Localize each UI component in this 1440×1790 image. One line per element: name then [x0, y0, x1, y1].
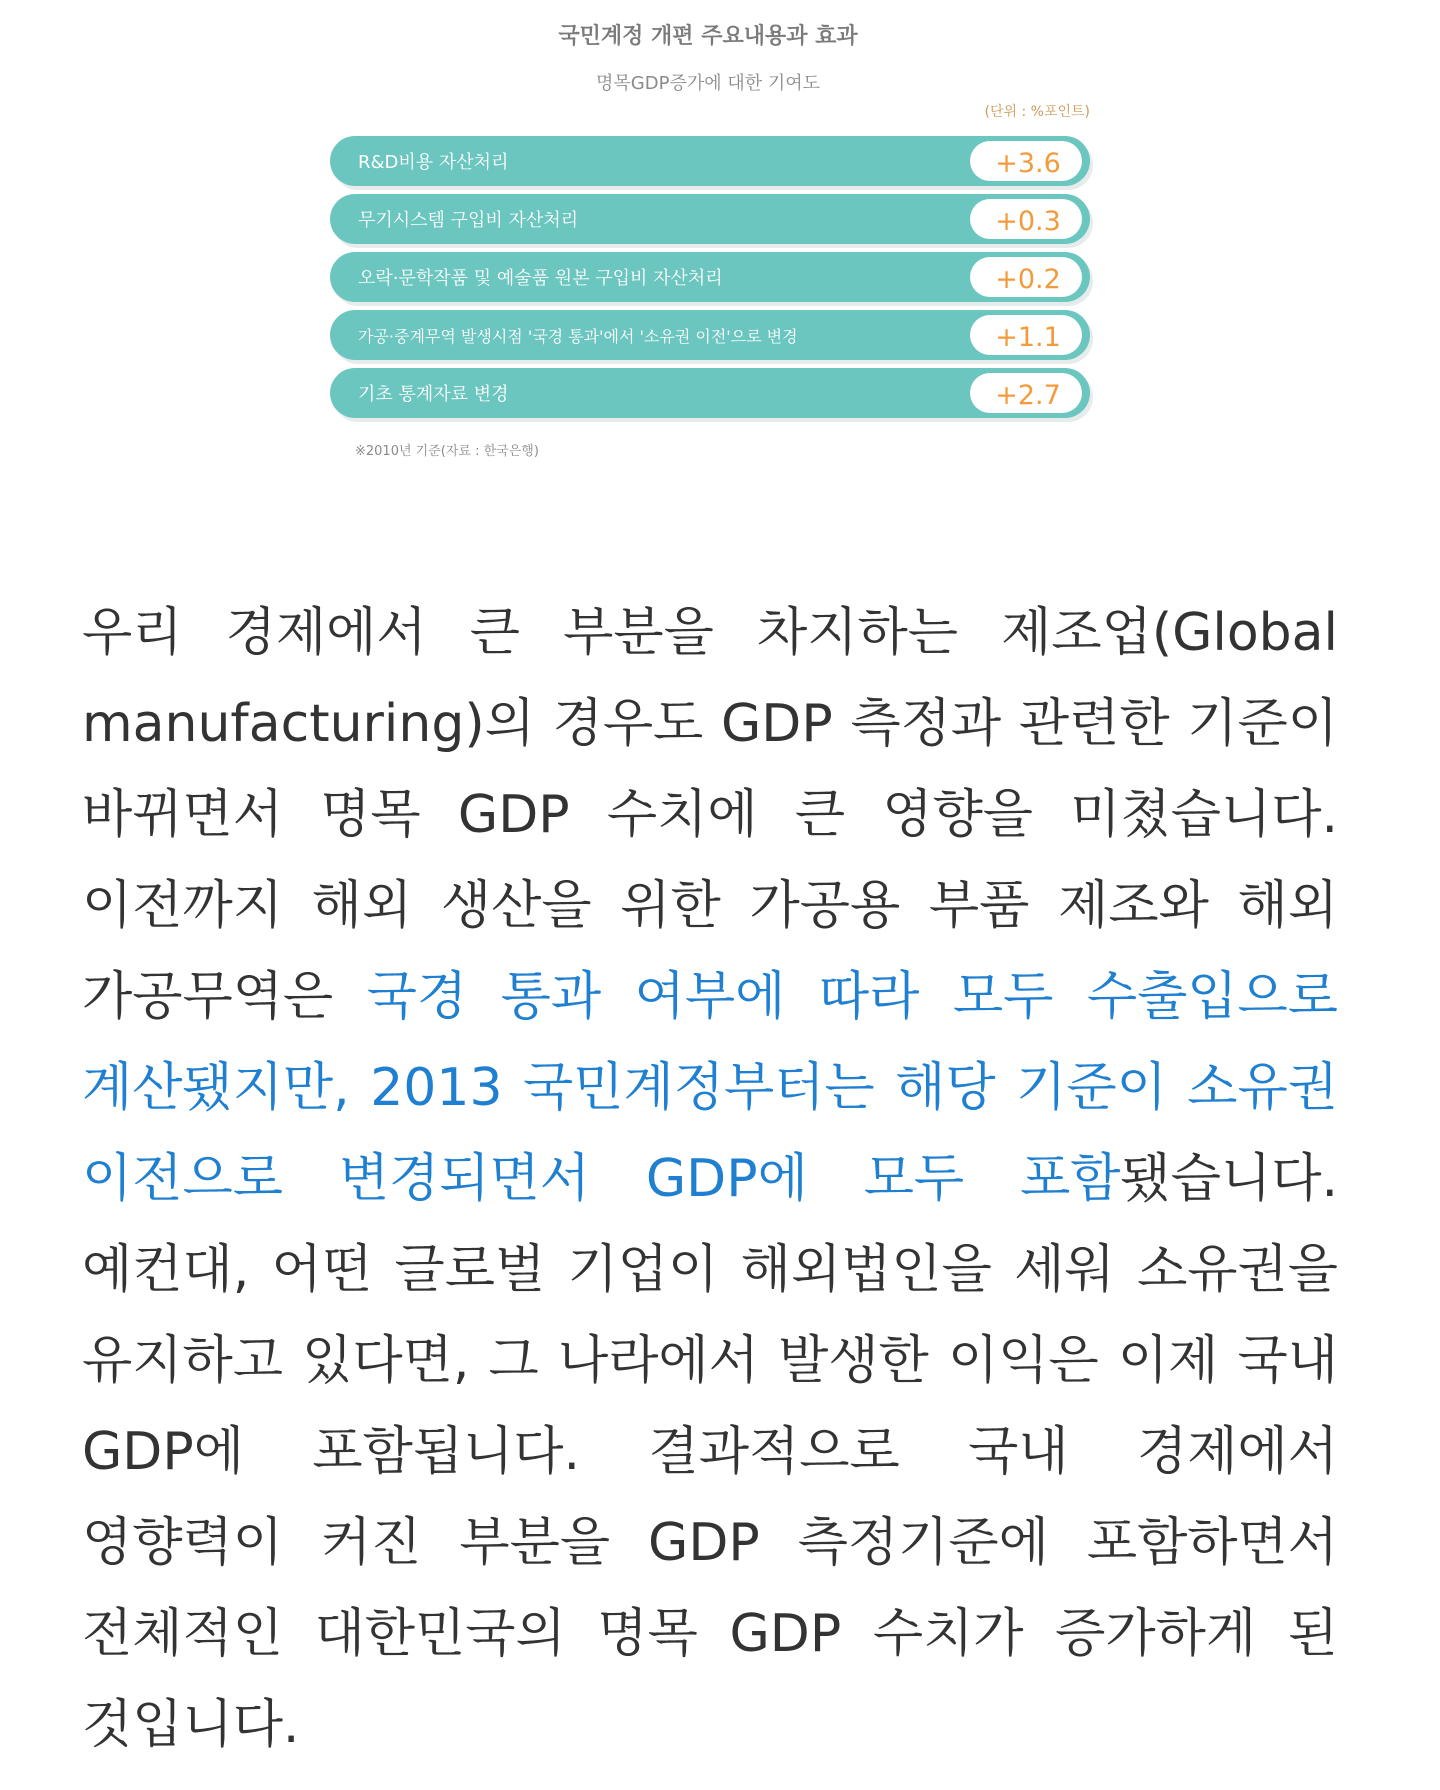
chart-title: 국민계정 개편 주요내용과 효과: [558, 24, 858, 49]
contribution-chart: [0, 0, 1440, 500]
article-text-1: 우리 경제에서 큰 부분을 차지하는 제조업(Global manufacturing)의 경우도 GDP 측정과 관련한 기준이 바뀌면서 명목 GDP 수치에 큰 영향을 미쳤습니다. 이전까지 해외 생산을 위한 가공용 부품 제조와 해외 가공무역은: [82, 603, 1338, 1027]
bar-category-label: R&D비용 자산처리: [358, 152, 509, 173]
bar-group: [330, 136, 1093, 422]
bar-value-label: +2.7: [995, 380, 1061, 411]
bar-value-label: +0.3: [995, 206, 1061, 237]
bar-row-2: [330, 194, 1093, 248]
bar-category-label: 오락·문학작품 및 예술품 원본 구입비 자산처리: [358, 268, 723, 289]
bar-row-3: [330, 252, 1093, 306]
chart-unit-label: (단위 : %포인트): [984, 104, 1090, 120]
article-highlight-link[interactable]: 국경 통과 여부에 따라 모두 수출입으로 계산됐지만, 2013 국민계정부터는 해당 기준이 소유권 이전으로 변경되면서 GDP에 모두 포함: [82, 967, 1338, 1209]
bar-category-label: 무기시스템 구입비 자산처리: [358, 210, 579, 231]
bar-value-label: +0.2: [995, 264, 1061, 295]
chart-figure: [0, 0, 1440, 500]
bar-value-label: +1.1: [995, 322, 1061, 353]
bar-row-1: [330, 136, 1093, 190]
bar-category-label: 기초 통계자료 변경: [358, 384, 509, 405]
bar-value-label: +3.6: [995, 148, 1061, 179]
bar-category-label: 가공·중계무역 발생시점 '국경 통과'에서 '소유권 이전'으로 변경: [358, 327, 798, 346]
chart-footnote: ※2010년 기준(자료 : 한국은행): [355, 444, 539, 459]
article-text-2: 됐습니다. 예컨대, 어떤 글로벌 기업이 해외법인을 세워 소유권을 유지하고 있다면, 그 나라에서 발생한 이익은 이제 국내 GDP에 포함됩니다. 결과적으로 국내 경제에서 영향력이 커진 부분을 GDP 측정기준에 포함하면서 전체적인 대한민국의 명목 GDP 수치가 증가하게 된 것입니다.: [82, 1149, 1338, 1755]
bar-row-4: [330, 310, 1093, 364]
bar-row-5: [330, 368, 1093, 422]
article-paragraph: [82, 588, 1338, 1771]
chart-subtitle: 명목GDP증가에 대한 기여도: [596, 73, 820, 94]
